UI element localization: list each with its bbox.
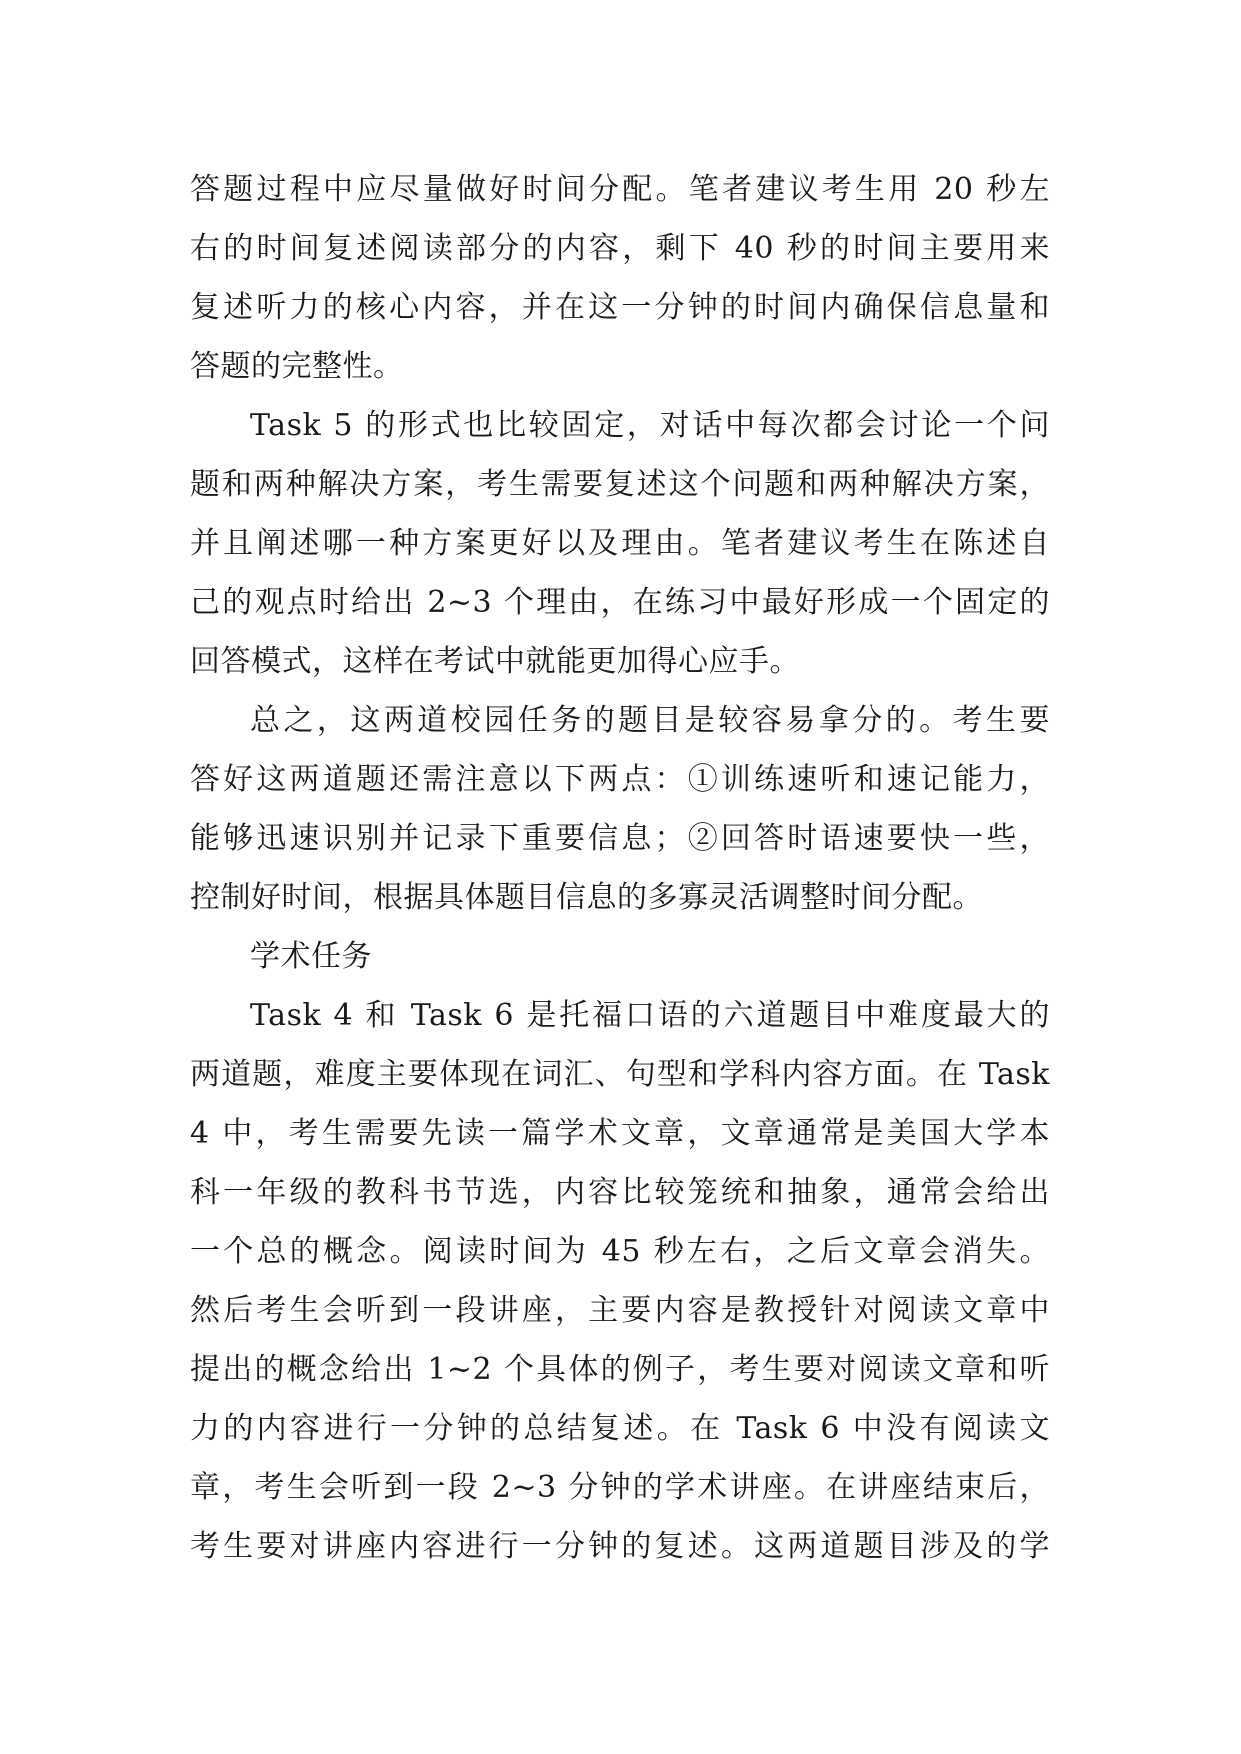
text-line: 右的时间复述阅读部分的内容，剩下 40 秒的时间主要用来 bbox=[190, 231, 1050, 266]
section-heading-text: 学术任务 bbox=[250, 939, 372, 974]
text-line: 能够迅速识别并记录下重要信息；②回答时语速要快一些， bbox=[190, 821, 1050, 856]
text-line: 提出的概念给出 1~2 个具体的例子，考生要对阅读文章和听 bbox=[190, 1352, 1050, 1387]
text-line: 总之，这两道校园任务的题目是较容易拿分的。考生要 bbox=[250, 703, 1050, 738]
text-line: 力的内容进行一分钟的总结复述。在 Task 6 中没有阅读文 bbox=[190, 1411, 1050, 1446]
document-page bbox=[190, 160, 1050, 1576]
text-line: 章，考生会听到一段 2~3 分钟的学术讲座。在讲座结束后， bbox=[190, 1470, 1050, 1505]
text-line: 答题的完整性。 bbox=[190, 349, 404, 384]
text-line: 并且阐述哪一种方案更好以及理由。笔者建议考生在陈述自 bbox=[190, 526, 1050, 561]
text-line: 题和两种解决方案，考生需要复述这个问题和两种解决方案， bbox=[190, 467, 1050, 502]
text-line: 4 中，考生需要先读一篇学术文章，文章通常是美国大学本 bbox=[190, 1116, 1050, 1151]
text-line: 考生要对讲座内容进行一分钟的复述。这两道题目涉及的学 bbox=[190, 1529, 1050, 1564]
text-line: 答好这两道题还需注意以下两点：①训练速听和速记能力， bbox=[190, 762, 1050, 797]
text-line: 一个总的概念。阅读时间为 45 秒左右，之后文章会消失。 bbox=[190, 1234, 1050, 1269]
paragraph bbox=[190, 986, 1050, 1576]
text-line: 两道题，难度主要体现在词汇、句型和学科内容方面。在 Task bbox=[190, 1057, 1050, 1092]
text-line: 科一年级的教科书节选，内容比较笼统和抽象，通常会给出 bbox=[190, 1175, 1050, 1210]
text-line: 己的观点时给出 2~3 个理由，在练习中最好形成一个固定的 bbox=[190, 585, 1050, 620]
text-line: 然后考生会听到一段讲座，主要内容是教授针对阅读文章中 bbox=[190, 1293, 1050, 1328]
section-heading bbox=[190, 927, 1050, 986]
text-line: 回答模式，这样在考试中就能更加得心应手。 bbox=[190, 644, 800, 679]
text-line: Task 4 和 Task 6 是托福口语的六道题目中难度最大的 bbox=[250, 998, 1050, 1033]
paragraph bbox=[190, 691, 1050, 927]
text-line: Task 5 的形式也比较固定，对话中每次都会讨论一个问 bbox=[250, 408, 1050, 443]
text-line: 控制好时间，根据具体题目信息的多寡灵活调整时间分配。 bbox=[190, 880, 983, 915]
paragraph bbox=[190, 160, 1050, 396]
paragraph bbox=[190, 396, 1050, 691]
text-line: 复述听力的核心内容，并在这一分钟的时间内确保信息量和 bbox=[190, 290, 1050, 325]
text-line: 答题过程中应尽量做好时间分配。笔者建议考生用 20 秒左 bbox=[190, 172, 1050, 207]
